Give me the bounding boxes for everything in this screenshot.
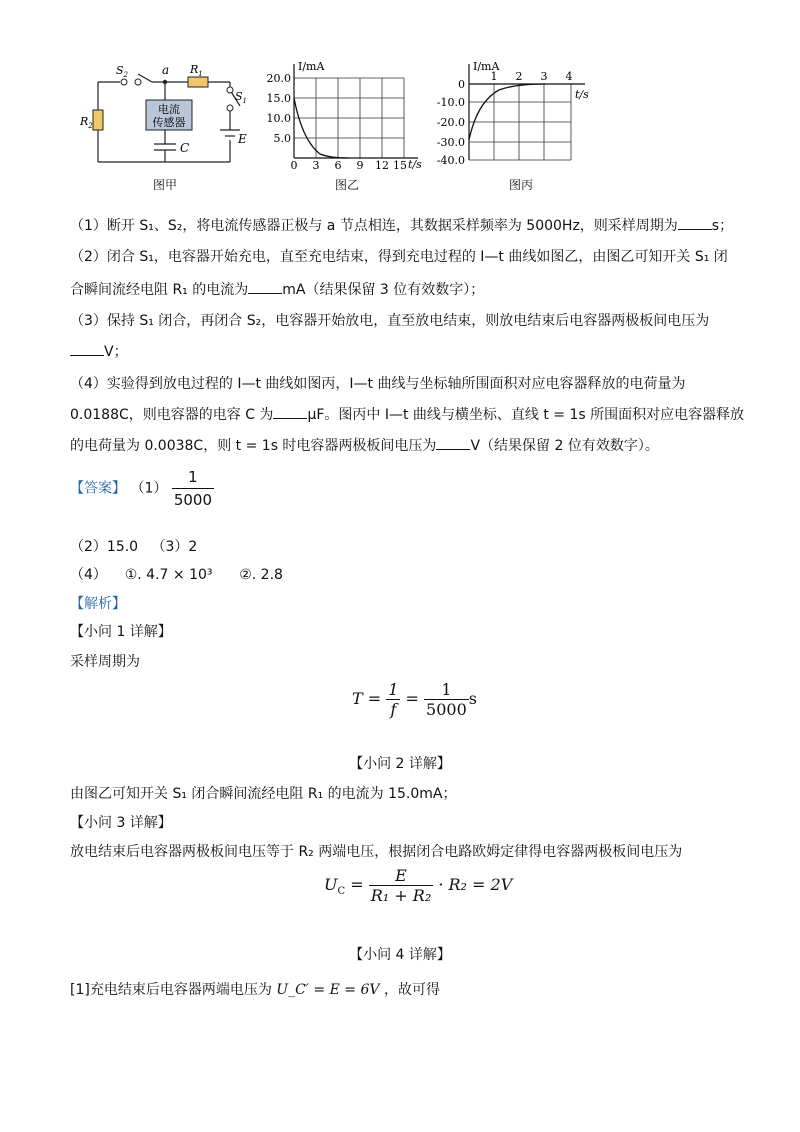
bing-ytick: -10.0 — [436, 96, 465, 109]
bing-xtick: 2 — [515, 70, 523, 83]
yi-ylabel: I/mA — [298, 60, 325, 73]
yi-ytick: 5.0 — [273, 132, 291, 145]
caption-jia: 图甲 — [152, 178, 177, 192]
analysis-heading-3: 【小问 3 详解】 — [70, 815, 172, 831]
yi-ytick: 10.0 — [266, 112, 291, 125]
bing-xtick: 3 — [540, 70, 548, 83]
caption-yi: 图乙 — [334, 178, 359, 192]
yi-xtick: 9 — [356, 159, 364, 172]
equation-3: U_C′ = E = 6V — [276, 982, 380, 998]
sensor-label-2: 传感器 — [152, 116, 186, 129]
bing-xtick: 1 — [490, 70, 498, 83]
figure-bing-chart — [425, 58, 595, 173]
bing-ytick: -30.0 — [436, 136, 465, 149]
label-e: E — [238, 132, 247, 146]
answer-blank — [70, 343, 104, 356]
yi-xtick: 3 — [312, 159, 320, 172]
analysis-heading-4: 【小问 4 详解】 — [349, 947, 451, 963]
question-4-line-1: （4）实验得到放电过程的 I—t 曲线如图丙，I—t 曲线与坐标轴所围面积对应电容器释放的电荷量为 — [70, 376, 686, 392]
yi-xlabel: t/s — [408, 158, 422, 171]
figure-jia-circuit — [80, 60, 250, 175]
analysis-tag: 【解析】 — [70, 596, 126, 612]
analysis-text-4: [1]充电结束后电容器两端电压为 U_C′ = E = 6V ，故可得 — [70, 982, 440, 998]
bing-ytick: -20.0 — [436, 116, 465, 129]
question-2-line-2: 合瞬间流经电阻 R₁ 的电流为 mA（结果保留 3 位有效数字）； — [70, 282, 485, 298]
answer-4: （4） ①. 4.7 × 10³ ②. 2.8 — [70, 567, 283, 583]
label-s2: $S_2$ — [116, 64, 129, 79]
equation-2: $U_C$ = $\frac{E}{\text{R₁ + R₂}}$ · R₂ = 2V — [324, 866, 513, 905]
yi-xtick: 15 — [393, 159, 407, 172]
answer-block — [70, 466, 214, 511]
analysis-text-2: 由图乙可知开关 S₁ 闭合瞬间流经电阻 R₁ 的电流为 15.0mA； — [70, 786, 457, 802]
question-3-line-2: V； — [70, 342, 128, 362]
charging-curve — [294, 98, 348, 158]
caption-bing: 图丙 — [508, 178, 533, 192]
label-r1: $R_1$ — [190, 63, 203, 78]
answer-2-3: （2）15.0 （3）2 — [70, 539, 198, 555]
label-c: C — [180, 141, 190, 155]
label-r2: $R_2$ — [80, 115, 93, 130]
figure-yi-chart — [258, 58, 428, 173]
question-1: （1）断开 S₁、S₂，将电流传感器正极与 a 节点相连，其数据采样频率为 5000Hz，则采样周期为 s； — [70, 218, 734, 234]
answer-tag: 【答案】 — [70, 480, 126, 497]
answer-blank — [678, 217, 712, 230]
question-2-line-1: （2）闭合 S₁，电容器开始充电，直至充电结束，得到充电过程的 I—t 曲线如图乙，由图乙可知开关 S₁ 闭 — [70, 249, 728, 265]
bing-xtick: 4 — [565, 70, 573, 83]
yi-xtick: 6 — [334, 159, 342, 172]
label-s1: $S_1$ — [235, 90, 248, 105]
answer-1-fraction: $\frac{1}{5000}$ — [173, 468, 213, 509]
bing-xlabel: t/s — [575, 88, 589, 101]
label-node-a: a — [162, 63, 170, 77]
question-4-line-3: 的电荷量为 0.0038C，则 t = 1s 时电容器两极板间电压为 V（结果保留 2 位有效数字）。 — [70, 438, 659, 454]
answer-blank — [436, 437, 470, 450]
answer-blank — [248, 281, 282, 294]
yi-ytick: 15.0 — [266, 92, 291, 105]
analysis-text-1: 采样周期为 — [70, 654, 140, 670]
yi-xtick: 0 — [290, 159, 298, 172]
answer-blank — [273, 406, 307, 419]
equation-1: T = $\frac{1}{f}$ = $\frac{1}{5000}$ s — [352, 680, 477, 719]
analysis-heading-1: 【小问 1 详解】 — [70, 624, 172, 640]
bing-ylabel: I/mA — [473, 60, 500, 73]
question-3-line-1: （3）保持 S₁ 闭合，再闭合 S₂，电容器开始放电，直至放电结束，则放电结束后电容器两极板间电压为 — [70, 313, 710, 329]
analysis-heading-2: 【小问 2 详解】 — [349, 756, 451, 772]
analysis-text-3: 放电结束后电容器两极板间电压等于 R₂ 两端电压，根据闭合电路欧姆定律得电容器两极板间电压为 — [70, 844, 683, 860]
yi-ytick: 20.0 — [266, 72, 291, 85]
yi-xtick: 12 — [375, 159, 389, 172]
answer-1-label: （1） — [130, 480, 168, 497]
sensor-label-1: 电流 — [158, 103, 180, 116]
bing-ytick: -40.0 — [436, 154, 465, 167]
discharging-curve — [469, 84, 545, 140]
question-4-line-2: 0.0188C，则电容器的电容 C 为 μF。图丙中 I—t 曲线与横坐标、直线 t = 1s 所围面积对应电容器释放 — [70, 407, 745, 423]
bing-ytick: 0 — [458, 78, 465, 91]
